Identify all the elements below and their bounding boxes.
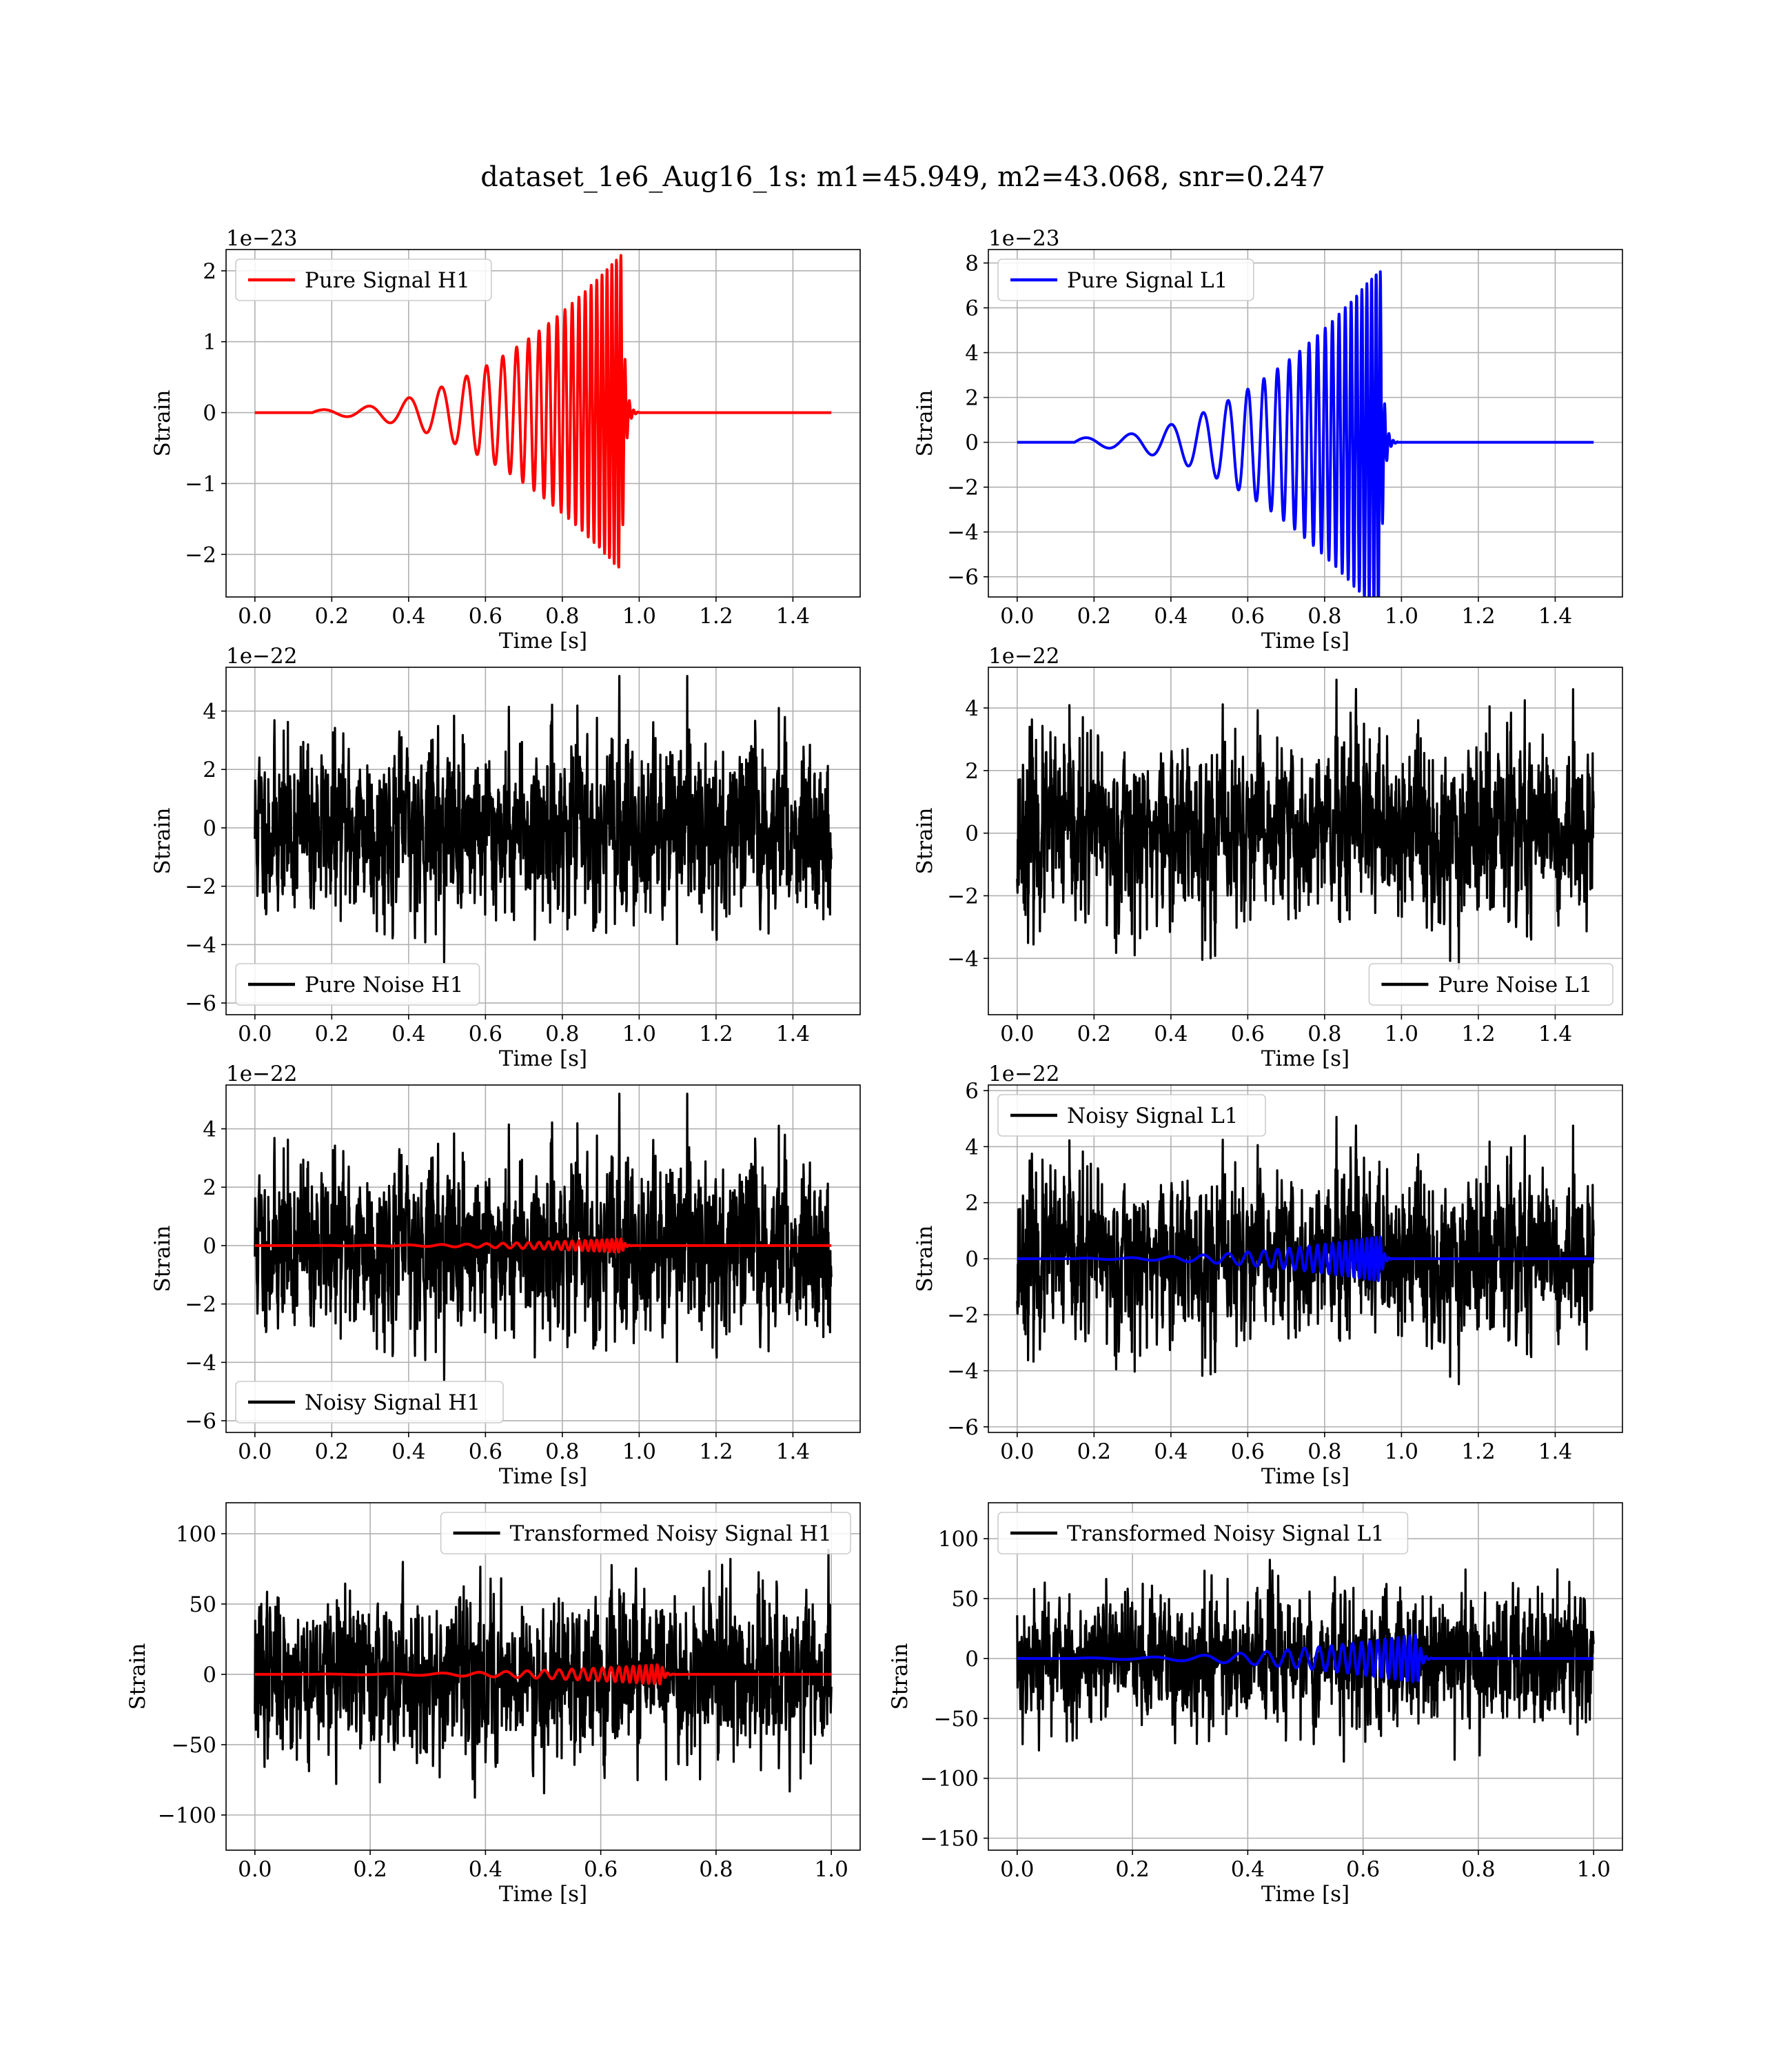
x-tick-label: 1.2 [1461,1439,1496,1464]
legend [441,1512,851,1554]
x-tick-label: 1.2 [699,604,733,629]
x-tick-label: 1.4 [1538,1022,1573,1046]
x-tick-label: 0.2 [314,1439,349,1464]
axis-offset-label: 1e−22 [226,1062,298,1086]
x-tick-label: 1.0 [814,1857,848,1882]
x-tick-label: 0.8 [699,1857,733,1882]
x-tick-label: 1.2 [699,1439,733,1464]
x-tick-label: 0.0 [1000,1857,1035,1882]
subplot-pure-signal-h1 [150,226,860,653]
y-tick-label: −2 [947,475,979,500]
y-tick-label: −100 [157,1803,216,1828]
x-tick-label: 0.0 [238,1022,272,1046]
legend [236,259,491,301]
x-tick-label: 0.0 [238,604,272,629]
x-tick-label: 1.0 [1384,1439,1419,1464]
x-tick-label: 0.8 [1307,604,1342,629]
x-tick-label: 0.4 [1230,1857,1265,1882]
y-tick-label: 0 [203,1662,216,1687]
axis-offset-label: 1e−22 [988,1062,1060,1086]
x-axis-label: Time [s] [1261,1464,1350,1489]
y-axis-label: Strain [125,1643,150,1710]
y-tick-label: 2 [965,385,979,411]
axis-offset-label: 1e−22 [988,644,1060,669]
y-axis-label: Strain [888,1643,913,1710]
y-tick-label: 6 [965,1079,979,1104]
x-tick-label: 0.6 [468,604,503,629]
plot-area [988,250,1622,597]
x-tick-label: 0.2 [1077,1439,1111,1464]
x-tick-label: 0.2 [314,604,349,629]
y-tick-label: −6 [947,565,979,590]
y-tick-label: 4 [203,1117,216,1142]
y-tick-label: −4 [947,946,979,972]
subplot-noisy-signal-l1 [913,1062,1622,1489]
x-tick-label: 0.6 [468,1022,503,1046]
x-tick-label: 1.0 [622,1439,657,1464]
x-tick-label: 0.2 [314,1022,349,1046]
subplot-pure-noise-l1 [913,644,1622,1071]
x-tick-label: 1.4 [775,1022,811,1046]
x-tick-label: 0.8 [545,1439,580,1464]
y-tick-label: 0 [965,1646,979,1672]
x-tick-label: 1.4 [775,1439,811,1464]
legend-label: Pure Signal H1 [305,268,470,293]
axis-offset-label: 1e−22 [226,644,298,669]
y-tick-label: 50 [951,1587,979,1612]
y-tick-label: 8 [965,251,979,276]
legend-label: Pure Noise H1 [305,973,464,997]
y-axis-label: Strain [913,389,937,457]
x-tick-label: 0.2 [1077,604,1111,629]
x-tick-label: 0.6 [583,1857,618,1882]
x-tick-label: 0.6 [1230,1022,1265,1046]
legend-label: Pure Noise L1 [1438,973,1593,997]
legend-label: Transformed Noisy Signal L1 [1067,1521,1385,1546]
y-tick-label: 1 [203,330,216,355]
y-tick-label: 0 [203,815,216,841]
x-axis-label: Time [s] [1261,1882,1350,1907]
legend [236,964,480,1005]
subplot-pure-signal-l1 [913,226,1622,653]
y-tick-label: 100 [937,1527,979,1552]
x-axis-label: Time [s] [1261,1046,1350,1071]
y-tick-label: −6 [185,1409,216,1435]
x-tick-label: 1.0 [1384,1022,1419,1046]
y-tick-label: −1 [185,472,216,497]
y-tick-label: 0 [965,821,979,847]
x-tick-label: 0.0 [1000,1022,1035,1046]
axis-offset-label: 1e−23 [226,226,298,251]
x-tick-label: 1.0 [622,604,657,629]
x-tick-label: 0.4 [1154,604,1188,629]
y-tick-label: 50 [189,1592,216,1617]
y-axis-label: Strain [150,389,175,457]
y-tick-label: 2 [203,258,216,284]
y-axis-label: Strain [150,807,175,875]
x-tick-label: 0.8 [1461,1857,1496,1882]
x-axis-label: Time [s] [498,629,588,653]
y-tick-label: −100 [919,1766,979,1792]
y-axis-label: Strain [913,807,937,875]
x-tick-label: 0.4 [391,1022,426,1046]
x-tick-label: 0.4 [391,1439,426,1464]
x-tick-label: 0.2 [1077,1022,1111,1046]
y-tick-label: 4 [965,1135,979,1160]
subplot-transformed-noisy-signal-h1 [125,1503,860,1907]
legend [998,1095,1265,1136]
x-tick-label: 0.6 [1230,1439,1265,1464]
x-tick-label: 0.2 [1115,1857,1150,1882]
y-tick-label: 4 [203,699,216,724]
y-tick-label: 4 [965,696,979,722]
x-tick-label: 1.2 [1461,1022,1496,1046]
y-tick-label: 0 [965,430,979,456]
y-tick-label: 2 [965,758,979,784]
y-tick-label: −4 [185,1350,216,1376]
x-tick-label: 0.0 [238,1439,272,1464]
y-tick-label: 2 [203,1175,216,1201]
subplot-transformed-noisy-signal-l1 [888,1503,1622,1907]
subplot-noisy-signal-h1 [150,1062,860,1489]
y-tick-label: 100 [175,1521,216,1547]
x-tick-label: 1.0 [1384,604,1419,629]
y-tick-label: −150 [919,1826,979,1852]
x-tick-label: 0.4 [391,604,426,629]
x-tick-label: 1.2 [1461,604,1496,629]
x-tick-label: 0.8 [545,604,580,629]
y-tick-label: −4 [185,933,216,958]
y-tick-label: 2 [203,758,216,783]
x-tick-label: 0.0 [1000,1439,1035,1464]
x-tick-label: 0.4 [1154,1439,1188,1464]
x-axis-label: Time [s] [498,1464,588,1489]
y-tick-label: 0 [965,1247,979,1272]
y-tick-label: 0 [203,1233,216,1259]
y-tick-label: −2 [185,543,216,568]
x-tick-label: 1.0 [1576,1857,1611,1882]
x-tick-label: 0.8 [1307,1439,1342,1464]
x-tick-label: 1.4 [1538,604,1573,629]
legend [998,1512,1407,1554]
subplot-grid [125,226,1622,1907]
legend [998,259,1254,301]
x-tick-label: 0.6 [468,1439,503,1464]
y-tick-label: 0 [203,401,216,426]
y-tick-label: −6 [185,991,216,1017]
y-axis-label: Strain [150,1225,175,1292]
axis-offset-label: 1e−23 [988,226,1060,251]
y-tick-label: −2 [185,874,216,900]
subplot-pure-noise-h1 [150,644,860,1071]
legend-label: Noisy Signal H1 [305,1390,480,1415]
y-tick-label: −4 [947,1359,979,1384]
y-axis-label: Strain [913,1225,937,1292]
x-axis-label: Time [s] [498,1882,588,1907]
x-tick-label: 0.2 [353,1857,387,1882]
y-tick-label: 2 [965,1190,979,1216]
y-tick-label: 4 [965,341,979,366]
x-tick-label: 1.4 [775,604,811,629]
legend-label: Pure Signal L1 [1067,268,1228,293]
legend [1369,964,1613,1005]
y-tick-label: −6 [947,1415,979,1440]
y-tick-label: −50 [171,1732,216,1758]
legend [236,1381,503,1423]
x-axis-label: Time [s] [1261,629,1350,653]
y-tick-label: 6 [965,296,979,321]
x-tick-label: 0.8 [1307,1022,1342,1046]
x-tick-label: 0.0 [1000,604,1035,629]
legend-label: Transformed Noisy Signal H1 [509,1521,832,1546]
x-tick-label: 0.6 [1345,1857,1381,1882]
x-tick-label: 1.2 [699,1022,733,1046]
y-tick-label: −2 [947,1303,979,1328]
figure-title: dataset_1e6_Aug16_1s: m1=45.949, m2=43.068, snr=0.247 [480,161,1325,193]
x-axis-label: Time [s] [498,1046,588,1071]
x-tick-label: 0.4 [1154,1022,1188,1046]
legend-label: Noisy Signal L1 [1067,1104,1239,1128]
y-tick-label: −4 [947,520,979,545]
x-tick-label: 0.8 [545,1022,580,1046]
x-tick-label: 0.6 [1230,604,1265,629]
y-tick-label: −50 [933,1706,979,1732]
x-tick-label: 1.0 [622,1022,657,1046]
x-tick-label: 1.4 [1538,1439,1573,1464]
y-tick-label: −2 [947,884,979,909]
x-tick-label: 0.0 [238,1857,272,1882]
y-tick-label: −2 [185,1292,216,1317]
x-tick-label: 0.4 [468,1857,503,1882]
